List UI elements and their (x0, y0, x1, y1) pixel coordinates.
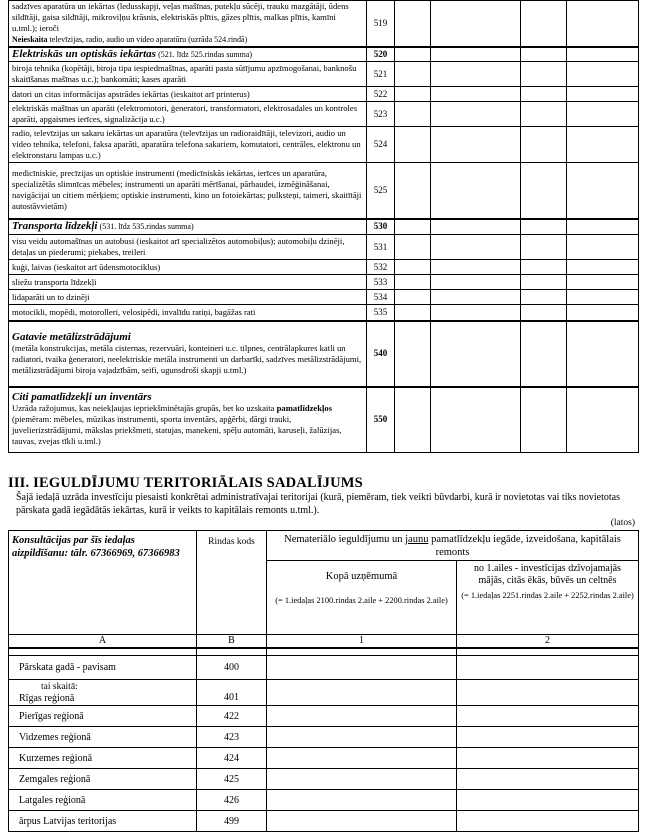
cell-input[interactable] (567, 47, 639, 62)
row-desc: Citi pamatlīdzekļi un inventārs Uzrāda ražojumus, kas neiekļaujas iepriekšminētajās grupās, bet ko uzskaita pamatlīdzekļos (piemēram: mēbeles, mūzikas instrumenti, sporta inventārs, apģērbi, dārgi trauki, juvelierizstrādājumi, mākslas priekšmeti, statujas, manekeni, spēļu automāti, karuseļi, žalūzijas, tauvas, zvejas tīkli u.tml.) (9, 387, 367, 453)
row-desc: sadzīves aparatūra un iekārtas (ledusskapji, veļas mašīnas, putekļu sūcēji, trauku mazgātāji, ūdens sildītāji, gaisa sildītāji, mikroviļņu krāsnis, elektriskās plītis, gāzes plītis, malkas plītis, kamīni u.tml.); ieroči Neieskaita televīzijas, radio, audio un video aparatūru (uzrāda 524.rindā) (9, 1, 367, 47)
cell-input[interactable] (431, 305, 521, 321)
cell-input[interactable] (567, 1, 639, 47)
row-desc: Transporta līdzekļi (531. līdz 535.rindas summa) (9, 219, 367, 235)
row-desc: Gatavie metālizstrādājumi (metāla konstrukcijas, metāla cisternas, rezervuāri, konteineri u.c. tilpnes, centrālapkures katli un radiatori, tvaika ģeneratori, neelektriskie metāla instrumenti un darbarīki, sadzīves metālizstrādājumi, metālizstrādājumi biroja vajadzībām, seifi, ugunsdroši skapji u.tml.) (9, 321, 367, 387)
cell-input[interactable] (457, 706, 639, 727)
cell-input[interactable] (521, 290, 567, 305)
cell-input[interactable] (521, 163, 567, 219)
row-code: 425 (197, 769, 267, 790)
cell-input[interactable] (431, 290, 521, 305)
cell-input[interactable] (567, 387, 639, 453)
region-name: Zemgales reģionā (9, 769, 197, 790)
row-desc: datori un citas informācijas apstrādes iekārtas (ieskaitot arī printerus) (9, 87, 367, 102)
header-investments: Nemateriālo ieguldījumu un jaunu pamatlīdzekļu iegāde, izveidošana, kapitālais remonts (267, 531, 639, 561)
cell-input[interactable] (395, 219, 431, 235)
row-desc: elektriskās mašīnas un aparāti (elektromotori, ģeneratori, transformatori, elektrosadales un kontroles aparāti, apgaismes ierīces, signalizācija u.c.) (9, 102, 367, 127)
cell-input[interactable] (521, 219, 567, 235)
col-label-b: B (197, 635, 267, 648)
cell-input[interactable] (431, 235, 521, 260)
cell-input[interactable] (395, 1, 431, 47)
cell-input[interactable] (395, 235, 431, 260)
cell-input[interactable] (457, 769, 639, 790)
row-code: 531 (367, 235, 395, 260)
cell-input[interactable] (267, 790, 457, 811)
row-code: 521 (367, 62, 395, 87)
table-row (9, 680, 639, 706)
cell-input[interactable] (431, 163, 521, 219)
cell-input[interactable] (457, 656, 639, 680)
table-row (9, 163, 639, 219)
region-name: Vidzemes reģionā (9, 727, 197, 748)
row-code: 422 (197, 706, 267, 727)
row-code: 530 (367, 219, 395, 235)
cell-input[interactable] (431, 47, 521, 62)
col-label-a: A (9, 635, 197, 648)
table-row (9, 47, 639, 62)
table-row (9, 290, 639, 305)
currency-unit: (latos) (610, 518, 635, 528)
table-row (9, 748, 639, 769)
cell-input[interactable] (395, 290, 431, 305)
row-desc: visu veidu automašīnas un autobusi (ieskaitot arī specializētos automobiļus); automobiļu dzinēji, detaļas un piederumi; piekabes, treileri (9, 235, 367, 260)
cell-input[interactable] (567, 260, 639, 275)
cell-input[interactable] (457, 790, 639, 811)
cell-input[interactable] (567, 127, 639, 163)
table-row (9, 102, 639, 127)
cell-input[interactable] (431, 127, 521, 163)
table-row (9, 305, 639, 321)
region-name: tai skaitā: Rīgas reģionā (9, 680, 197, 706)
table-row (9, 811, 639, 832)
cell-input[interactable] (395, 102, 431, 127)
row-code: 535 (367, 305, 395, 321)
cell-input[interactable] (567, 102, 639, 127)
cell-input[interactable] (431, 102, 521, 127)
cell-input[interactable] (521, 47, 567, 62)
cell-input[interactable] (267, 706, 457, 727)
cell-input[interactable] (267, 769, 457, 790)
row-code: 522 (367, 87, 395, 102)
cell-input[interactable] (395, 321, 431, 387)
cell-input[interactable] (457, 748, 639, 769)
cell-input[interactable] (395, 127, 431, 163)
cell-input[interactable] (521, 62, 567, 87)
cell-input[interactable] (395, 163, 431, 219)
row-desc: lidaparāti un to dzinēji (9, 290, 367, 305)
cell-input[interactable] (431, 321, 521, 387)
cell-input[interactable] (395, 305, 431, 321)
table-row (9, 1, 639, 47)
table-row (9, 260, 639, 275)
row-desc: kuģi, laivas (ieskaitot arī ūdensmotociklus) (9, 260, 367, 275)
cell-input[interactable] (431, 275, 521, 290)
row-code: 524 (367, 127, 395, 163)
section-title: III. IEGULDĪJUMU TERITORIĀLAIS SADALĪJUMS (8, 475, 363, 491)
row-desc: medicīniskie, precīzijas un optiskie instrumenti (medicīniskās iekārtas, ierīces un aparatūra, specializētās slimnīcas mēbeles; instrumenti un aparāti mērīšanai, pārbaudei, izmēģināšanai, navigācijai un citiem mērķiem; optiskie instrumenti, kino un fotoiekārtas; pulksteņi, taimeri, skaitītāji autostāvvietām) (9, 163, 367, 219)
cell-input[interactable] (567, 275, 639, 290)
cell-input[interactable] (521, 275, 567, 290)
cell-input[interactable] (567, 235, 639, 260)
cell-input[interactable] (431, 387, 521, 453)
table-row (9, 790, 639, 811)
cell-input[interactable] (521, 127, 567, 163)
table-row (9, 127, 639, 163)
table-row (9, 62, 639, 87)
cell-input[interactable] (567, 87, 639, 102)
row-code: 426 (197, 790, 267, 811)
cell-input[interactable] (521, 387, 567, 453)
region-name: Pierīgas reģionā (9, 706, 197, 727)
cell-input[interactable] (267, 680, 457, 706)
assets-table (8, 0, 639, 453)
table-row (9, 321, 639, 387)
cell-input[interactable] (521, 235, 567, 260)
table-row (9, 219, 639, 235)
cell-input[interactable] (431, 1, 521, 47)
cell-input[interactable] (267, 727, 457, 748)
cell-input[interactable] (521, 1, 567, 47)
cell-input[interactable] (431, 260, 521, 275)
col-label-1: 1 (267, 635, 457, 648)
row-code: 525 (367, 163, 395, 219)
row-code: 424 (197, 748, 267, 769)
cell-input[interactable] (267, 656, 457, 680)
row-code: 423 (197, 727, 267, 748)
cell-input[interactable] (267, 811, 457, 832)
cell-input[interactable] (521, 87, 567, 102)
region-name: ārpus Latvijas teritorijas (9, 811, 197, 832)
cell-input[interactable] (567, 321, 639, 387)
row-code: 534 (367, 290, 395, 305)
row-code: 499 (197, 811, 267, 832)
cell-input[interactable] (431, 62, 521, 87)
cell-input[interactable] (567, 290, 639, 305)
row-desc: motocikli, mopēdi, motorolleri, velosipēdi, invalīdu ratiņi, bagāžas rati (9, 305, 367, 321)
cell-input[interactable] (395, 275, 431, 290)
header-row-code: Rindas kods (197, 531, 267, 635)
header-col1: Kopā uzņēmumā (= 1.iedaļas 2100.rindas 2.aile + 2200.rindas 2.aile) (267, 561, 457, 635)
row-code: 533 (367, 275, 395, 290)
table-row (9, 275, 639, 290)
cell-input[interactable] (567, 62, 639, 87)
row-desc: sliežu transporta līdzekļi (9, 275, 367, 290)
cell-input[interactable] (521, 260, 567, 275)
cell-input[interactable] (521, 102, 567, 127)
cell-input[interactable] (567, 219, 639, 235)
cell-input[interactable] (395, 387, 431, 453)
row-code: 519 (367, 1, 395, 47)
table-row (9, 706, 639, 727)
cell-input[interactable] (267, 748, 457, 769)
row-code: 532 (367, 260, 395, 275)
cell-input[interactable] (395, 47, 431, 62)
cell-input[interactable] (395, 62, 431, 87)
region-name: Latgales reģionā (9, 790, 197, 811)
cell-input[interactable] (567, 163, 639, 219)
section-description: Šajā iedaļā uzrāda investīciju piesaisti konkrētai administratīvajai teritorijai (kurā, piemēram, tiek veikti būvdarbi, kurā ir novietotas vai tiks novietotas pārskata gadā iegādātās iekārtas, kurā ir veikts to kapitālais remonts u.tml.). (16, 492, 620, 516)
row-code: 540 (367, 321, 395, 387)
row-desc: Elektriskās un optiskās iekārtas (521. līdz 525.rindas summa) (9, 47, 367, 62)
region-name: Kurzemes reģionā (9, 748, 197, 769)
table-row (9, 387, 639, 453)
table-row (9, 727, 639, 748)
cell-input[interactable] (457, 680, 639, 706)
region-name: Pārskata gadā - pavisam (9, 656, 197, 680)
cell-input[interactable] (567, 305, 639, 321)
row-code: 520 (367, 47, 395, 62)
regional-table (8, 530, 639, 832)
table-row (9, 656, 639, 680)
table-row (9, 769, 639, 790)
cell-input[interactable] (395, 87, 431, 102)
cell-input[interactable] (457, 811, 639, 832)
row-code: 401 (197, 680, 267, 706)
cell-input[interactable] (395, 260, 431, 275)
table-row (9, 235, 639, 260)
cell-input[interactable] (521, 305, 567, 321)
consultation-info: Konsultācijas par šīs iedaļas aizpildīšanu: tālr. 67366969, 67366983 (9, 531, 197, 635)
row-desc: radio, televīzijas un sakaru iekārtas un aparatūra (televīzijas un radioraidītāji, televizori, audio un video tehnika, telefoni, faksa aparāti, aparatūra telefona sakariem, komutatori, centrāles, elektronu un elektronstaru lampas u.c.) (9, 127, 367, 163)
cell-input[interactable] (431, 219, 521, 235)
header-col2: no 1.ailes - investīcijas dzīvojamajās mājās, citās ēkās, būvēs un celtnēs (= 1.iedaļas 2251.rindas 2.aile + 2252.rindas 2.aile) (457, 561, 639, 635)
cell-input[interactable] (457, 727, 639, 748)
table-row (9, 87, 639, 102)
col-label-2: 2 (457, 635, 639, 648)
cell-input[interactable] (431, 87, 521, 102)
cell-input[interactable] (521, 321, 567, 387)
row-code: 400 (197, 656, 267, 680)
row-code: 523 (367, 102, 395, 127)
row-desc: biroja tehnika (kopētāji, biroja tipa iespiedmašīnas, aparāti pasta sūtījumu apzīmogošanai, banknošu skaitīšanas mašīnas u.c.); bankomāti; kases aparāti (9, 62, 367, 87)
row-code: 550 (367, 387, 395, 453)
